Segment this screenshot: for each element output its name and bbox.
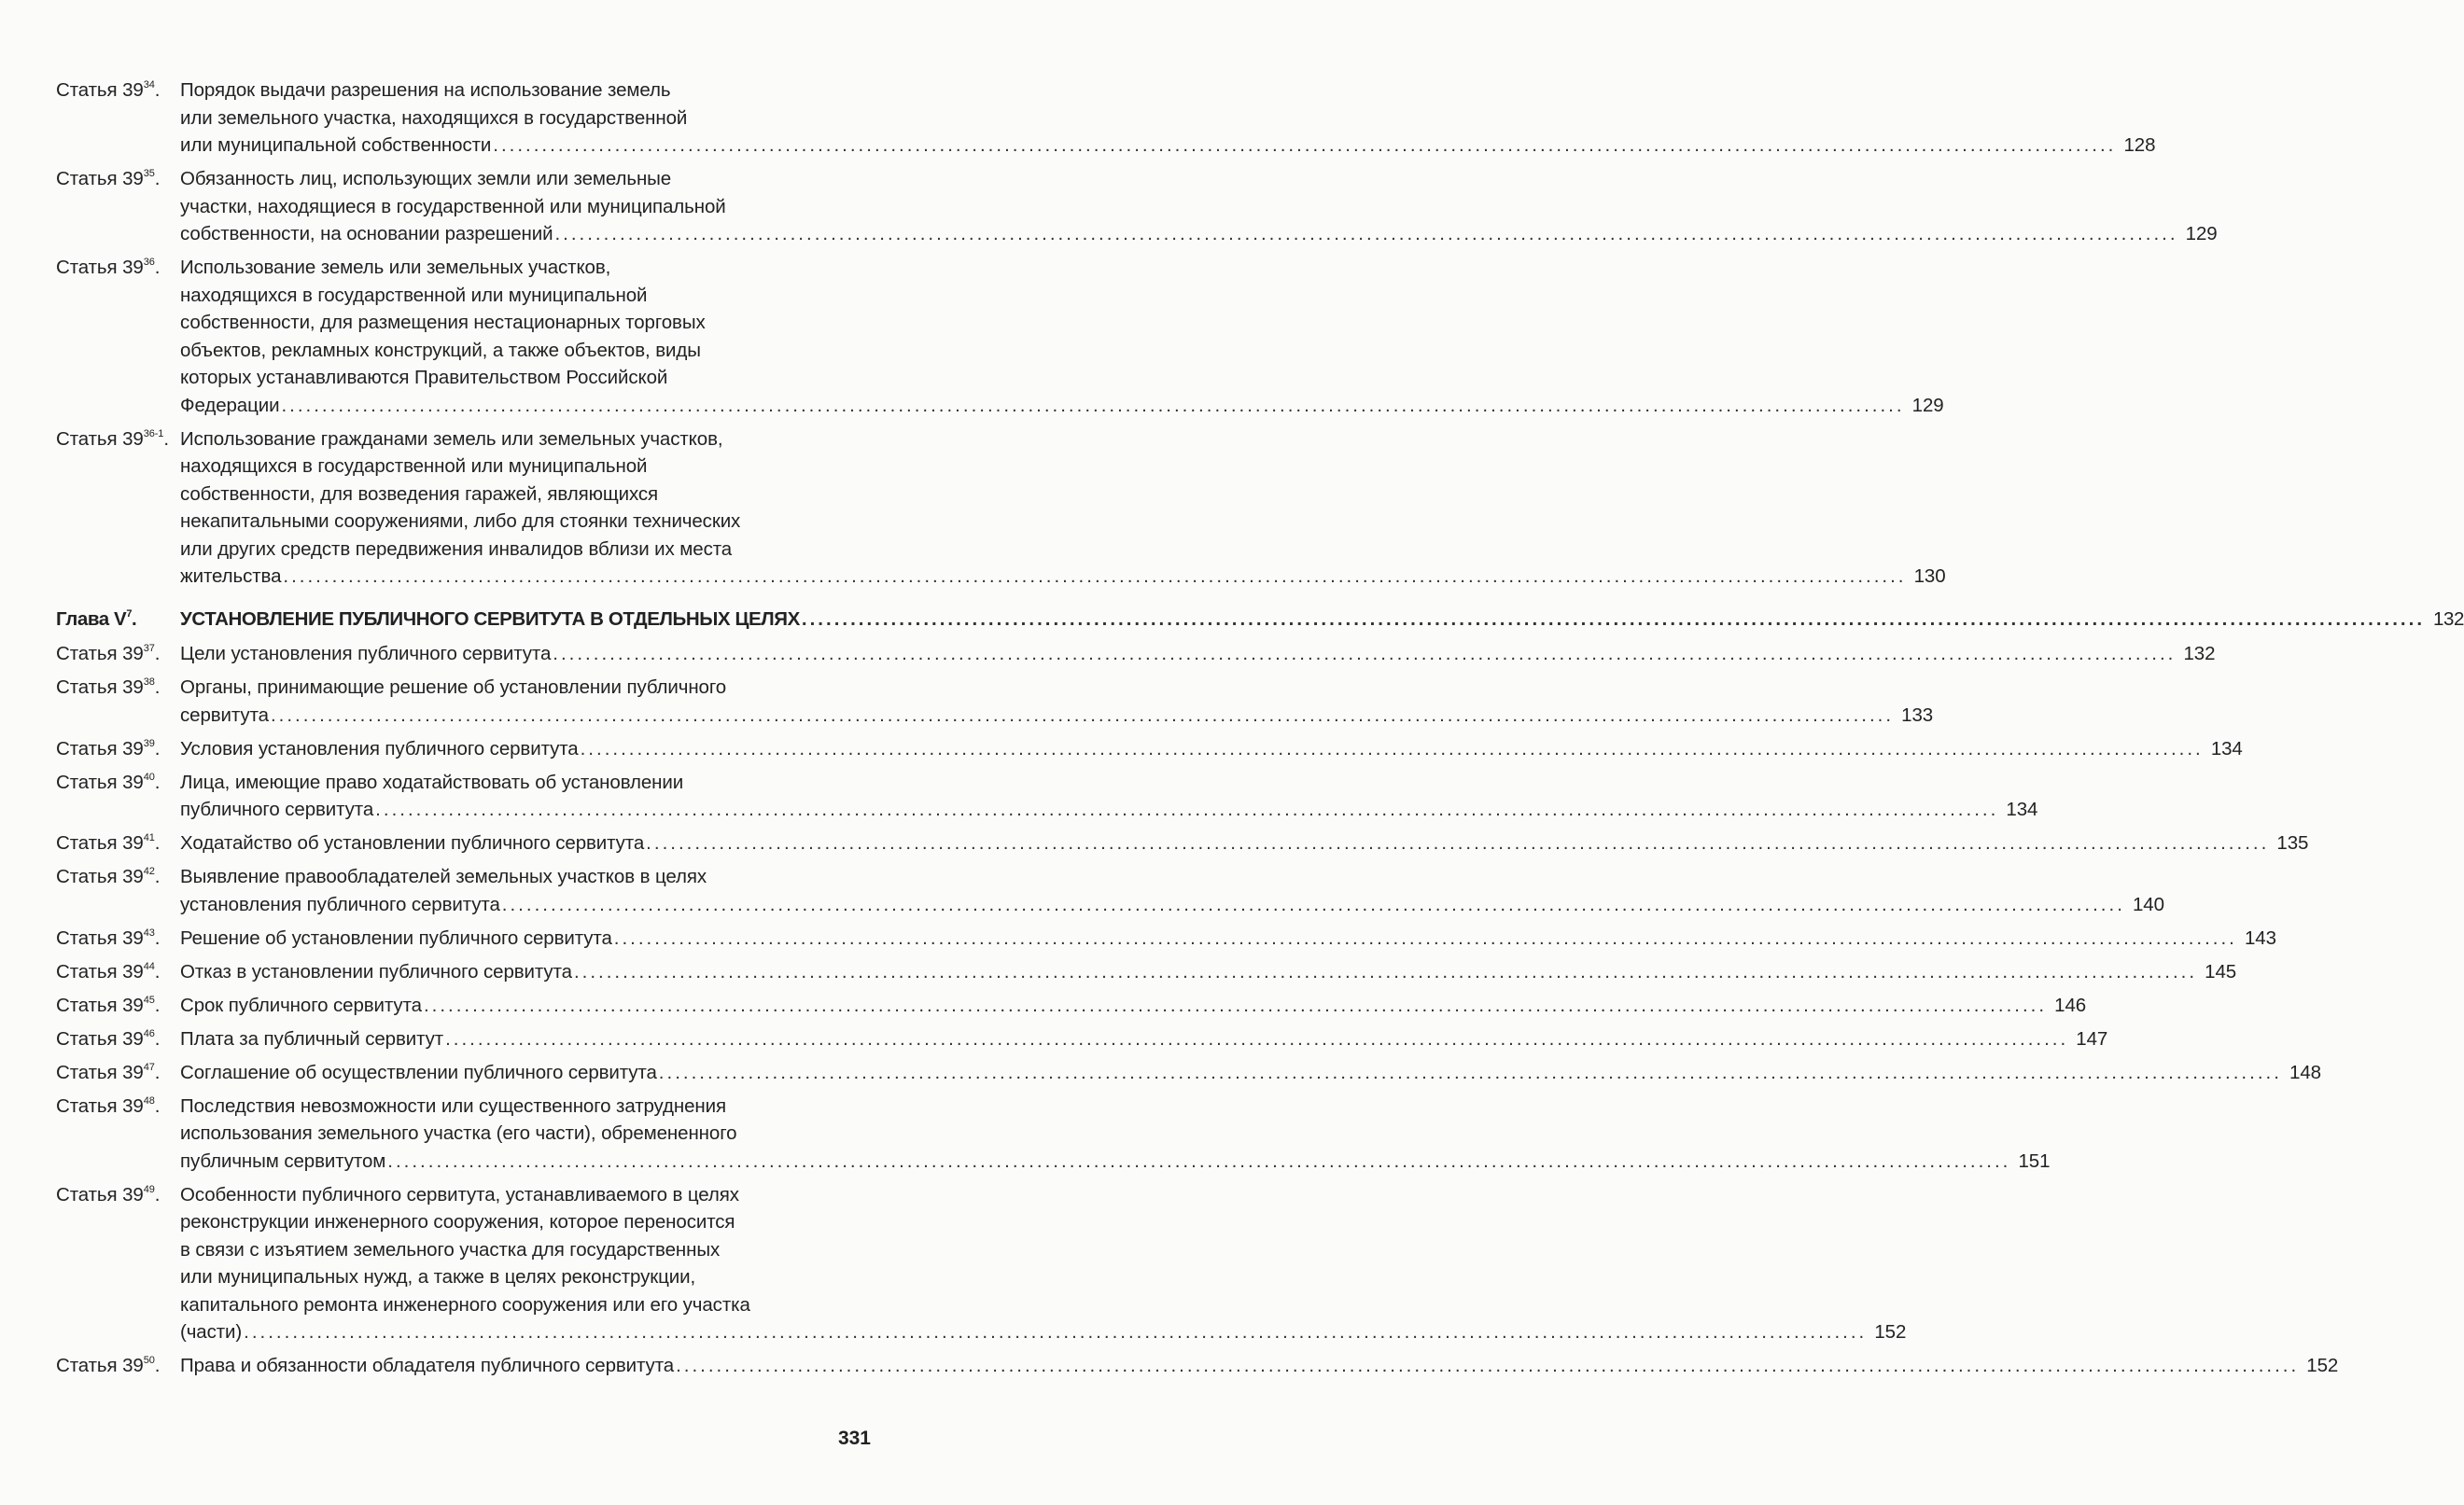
entry-title-line: некапитальными сооружениями, либо для стоянки технических: [180, 510, 741, 532]
dot-leader: ........................................................................................................................................................................................................: [423, 994, 2048, 1016]
entry-prefix: Статья 39: [56, 79, 144, 101]
entry-prefix: Статья 39: [56, 771, 144, 793]
entry-title-last-line: сервитута: [180, 704, 269, 726]
entry-title-line: или земельного участка, находящихся в государственной: [180, 106, 688, 129]
entry-title-line: Обязанность лиц, использующих земли или земельные: [180, 168, 672, 189]
entry-page-number: 152: [1874, 1321, 1907, 1343]
dot-leader: ........................................................................................................................................................................................................: [281, 394, 1905, 416]
entry-page-number: 132: [2183, 643, 2216, 664]
entry-page-number: 132: [2433, 607, 2464, 630]
entry-page-number: 133: [1901, 704, 1934, 726]
entry-title-line: собственности, для размещения нестационарных торговых: [180, 312, 706, 333]
entry-title-line: которых устанавливаются Правительством Российской: [180, 367, 668, 388]
entry-title-line: реконструкции инженерного сооружения, которое переносится: [180, 1211, 735, 1233]
entry-prefix: Статья 39: [56, 737, 144, 759]
dot-leader: ........................................................................................................................................................................................................: [676, 1355, 2300, 1376]
entry-title-last-line: Права и обязанности обладателя публичного сервитута: [180, 1355, 675, 1376]
entry-title: [180, 992, 2087, 1020]
entry-title-last-line: публичным сервитутом: [180, 1150, 386, 1172]
entry-title-line: использования земельного участка (его части), обремененного: [180, 1122, 737, 1144]
toc-entry: [56, 1181, 1907, 1346]
entry-superscript: 7: [126, 607, 133, 620]
dot-leader: ........................................................................................................................................................................................................: [554, 223, 2178, 244]
entry-title: [180, 674, 1934, 729]
entry-title-last-line: или муниципальной собственности: [180, 134, 492, 156]
entry-title-last-line: Условия установления публичного сервитута: [180, 737, 579, 759]
entry-title: [180, 1025, 2108, 1053]
dot-leader: ........................................................................................................................................................................................................: [573, 960, 2198, 982]
toc-entry: [56, 829, 2309, 857]
entry-superscript: 49: [143, 1183, 155, 1195]
entry-label: Статья $39^{46}$.: [56, 1027, 161, 1050]
page-number: 331: [837, 1428, 871, 1449]
entry-prefix: Статья 39: [56, 1027, 144, 1050]
entry-title: [180, 606, 2464, 634]
entry-superscript: 38: [143, 676, 155, 688]
entry-page-number: 152: [2306, 1355, 2339, 1376]
entry-title: [180, 735, 2243, 763]
dot-leader: ........................................................................................................................................................................................................: [270, 704, 1895, 726]
dot-leader: ........................................................................................................................................................................................................: [283, 565, 1907, 587]
entry-title-last-line: Срок публичного сервитута: [180, 994, 422, 1016]
entry-title: [180, 165, 2218, 248]
entry-prefix: Статья 39: [56, 168, 144, 189]
entry-label: Статья $39^{39}$.: [56, 737, 161, 759]
entry-label: Статья $39^{50}$.: [56, 1355, 161, 1376]
dot-leader: ........................................................................................................................................................................................................: [375, 799, 1999, 820]
toc-entry: [56, 863, 2164, 918]
entry-title: [180, 77, 2156, 160]
entry-label: Статья $39^{41}$.: [56, 832, 161, 854]
entry-title-last-line: Цели установления публичного сервитута: [180, 643, 552, 664]
entry-title-line: объектов, рекламных конструкций, а также объектов, виды: [180, 339, 701, 361]
entry-prefix: Статья 39: [56, 257, 144, 278]
toc-entry: [56, 77, 2156, 160]
entry-title-last-line: Соглашение об осуществлении публичного сервитута: [180, 1061, 657, 1083]
entry-title: [180, 925, 2276, 953]
dot-leader: ........................................................................................................................................................................................................: [493, 134, 2117, 156]
entry-label: Статья $39^{42}$.: [56, 866, 161, 887]
entry-title-line: Последствия невозможности или существенного затруднения: [180, 1094, 726, 1117]
entry-superscript: 40: [143, 771, 155, 783]
entry-page-number: 129: [2185, 223, 2218, 244]
entry-superscript: 47: [143, 1061, 155, 1073]
entry-title-last-line: установления публичного сервитута: [180, 893, 500, 915]
entry-prefix: Статья 39: [56, 994, 144, 1016]
entry-title-last-line: (части): [180, 1321, 243, 1343]
entry-title-last-line: УСТАНОВЛЕНИЕ ПУБЛИЧНОГО СЕРВИТУТА В ОТДЕЛЬНЫХ ЦЕЛЯХ: [180, 607, 800, 630]
entry-label: Глава $V^7$.: [56, 607, 137, 630]
entry-superscript: 44: [143, 960, 155, 972]
entry-superscript: 36: [143, 257, 155, 268]
toc-entry: [56, 165, 2218, 248]
entry-superscript: 37: [143, 643, 155, 654]
dot-leader: ........................................................................................................................................................................................................: [387, 1150, 2011, 1172]
entry-prefix: Статья 39: [56, 832, 144, 854]
entry-title: [180, 829, 2309, 857]
entry-page-number: 151: [2018, 1150, 2051, 1172]
entry-label: Статья $39^{48}$.: [56, 1094, 161, 1117]
toc-entry: [56, 958, 2237, 986]
entry-title-last-line: собственности, на основании разрешений: [180, 223, 553, 244]
entry-prefix: Статья 39: [56, 1061, 144, 1083]
entry-label: Статья $39^{43}$.: [56, 927, 161, 949]
entry-page-number: 145: [2205, 960, 2237, 982]
entry-label: Статья $39^{47}$.: [56, 1061, 161, 1083]
entry-page-number: 147: [2076, 1027, 2108, 1050]
entry-page-number: 128: [2123, 134, 2156, 156]
entry-title-line: находящихся в государственной или муниципальной: [180, 455, 648, 477]
entry-title-line: Выявление правообладателей земельных участков в целях: [180, 866, 707, 887]
entry-prefix: Статья 39: [56, 1094, 144, 1117]
toc-entry: [56, 425, 1946, 591]
entry-label: Статья $39^{34}$.: [56, 79, 161, 101]
entry-title-last-line: Плата за публичный сервитут: [180, 1027, 444, 1050]
entry-title-line: или муниципальных нужд, а также в целях реконструкции,: [180, 1266, 696, 1288]
entry-prefix: Глава V: [56, 607, 127, 630]
entry-title-line: находящихся в государственной или муниципальной: [180, 284, 648, 306]
entry-page-number: 135: [2276, 832, 2309, 854]
dot-leader: ........................................................................................................................................................................................................: [613, 927, 2237, 949]
toc-entry: [56, 769, 2038, 824]
dot-leader: ........................................................................................................................................................................................................: [580, 737, 2204, 759]
entry-title: [180, 1352, 2339, 1380]
entry-title-last-line: жительства: [180, 565, 282, 587]
entry-title-line: Порядок выдачи разрешения на использование земель: [180, 79, 671, 101]
entry-page-number: 143: [2244, 927, 2276, 949]
entry-superscript: 42: [143, 866, 155, 877]
entry-superscript: 45: [143, 994, 155, 1006]
entry-title: [180, 1181, 1907, 1346]
entry-title: [180, 1059, 2321, 1087]
entry-label: Статья 39$^{36-1}$.: [56, 427, 169, 450]
entry-title: [180, 863, 2164, 918]
entry-superscript: 46: [143, 1027, 155, 1039]
entry-label: Статья $39^{36}$.: [56, 257, 161, 278]
entry-title-line: Особенности публичного сервитута, устанавливаемого в целях: [180, 1183, 739, 1205]
entry-page-number: 140: [2133, 893, 2164, 915]
entry-page-number: 130: [1913, 565, 1946, 587]
dot-leader: ........................................................................................................................................................................................................: [658, 1061, 2282, 1083]
dot-leader: ........................................................................................................................................................................................................: [646, 832, 2270, 854]
entry-title-last-line: Ходатайство об установлении публичного сервитута: [180, 832, 645, 854]
entry-title-last-line: публичного сервитута: [180, 799, 374, 820]
dot-leader: ........................................................................................................................................................................................................: [244, 1321, 1868, 1343]
entry-prefix: Статья 39: [56, 960, 144, 982]
table-of-contents: [56, 77, 2464, 1386]
entry-superscript: 41: [143, 832, 155, 843]
entry-label: Статья $39^{38}$.: [56, 676, 161, 698]
entry-label: Статья $39^{37}$.: [56, 643, 161, 664]
entry-prefix: Статья 39: [56, 1355, 144, 1376]
entry-label: Статья $39^{45}$.: [56, 994, 161, 1016]
entry-superscript: 34: [143, 79, 155, 91]
entry-prefix: Статья 39: [56, 427, 144, 450]
entry-title-line: Органы, принимающие решение об установлении публичного: [180, 676, 727, 698]
toc-entry: [56, 992, 2087, 1020]
toc-entry: [56, 925, 2276, 953]
entry-page-number: 148: [2289, 1061, 2321, 1083]
toc-entry: [56, 674, 1934, 729]
entry-superscript: 48: [143, 1094, 155, 1107]
entry-prefix: Статья 39: [56, 927, 144, 949]
entry-prefix: Статья 39: [56, 643, 144, 664]
toc-entry: [56, 640, 2216, 668]
entry-title: [180, 254, 1944, 419]
entry-title-line: собственности, для возведения гаражей, являющихся: [180, 482, 659, 505]
entry-superscript: 36-1: [143, 427, 164, 439]
toc-entry: [56, 1352, 2339, 1380]
entry-title-last-line: Федерации: [180, 394, 280, 416]
entry-title-last-line: Решение об установлении публичного сервитута: [180, 927, 612, 949]
toc-entry: [56, 735, 2243, 763]
entry-label: Статья $39^{40}$.: [56, 771, 161, 793]
entry-title-line: капитального ремонта инженерного сооружения или его участка: [180, 1293, 750, 1316]
entry-title-line: или других средств передвижения инвалидов вблизи их места: [180, 537, 733, 560]
entry-page-number: 134: [2210, 737, 2243, 759]
toc-entry: [56, 254, 1944, 419]
entry-prefix: Статья 39: [56, 676, 144, 698]
toc-chapter: [56, 606, 2464, 634]
toc-entry: [56, 1093, 2051, 1176]
entry-title-line: Использование гражданами земель или земельных участков,: [180, 427, 723, 450]
entry-title: [180, 640, 2216, 668]
dot-leader: ........................................................................................................................................................................................................: [445, 1027, 2069, 1050]
entry-title-line: в связи с изъятием земельного участка для государственных: [180, 1238, 721, 1261]
entry-prefix: Статья 39: [56, 1183, 144, 1205]
entry-page-number: 129: [1911, 394, 1944, 416]
dot-leader: ........................................................................................................................................................................................................: [501, 893, 2125, 915]
entry-label: Статья $39^{44}$.: [56, 960, 161, 982]
entry-label: Статья $39^{35}$.: [56, 168, 161, 189]
dot-leader: ........................................................................................................................................................................................................: [553, 643, 2177, 664]
entry-title: [180, 425, 1946, 591]
entry-superscript: 43: [143, 927, 155, 939]
entry-superscript: 39: [143, 737, 155, 749]
dot-leader: ........................................................................................................................................................................................................: [801, 607, 2426, 630]
toc-entry: [56, 1025, 2108, 1053]
entry-title: [180, 958, 2237, 986]
entry-title: [180, 1093, 2051, 1176]
entry-page-number: 134: [2006, 799, 2038, 820]
entry-superscript: 50: [143, 1355, 155, 1366]
entry-title: [180, 769, 2038, 824]
toc-entry: [56, 1059, 2321, 1087]
entry-title-line: Лица, имеющие право ходатайствовать об установлении: [180, 771, 684, 793]
entry-superscript: 35: [143, 168, 155, 179]
entry-label: Статья $39^{49}$.: [56, 1183, 161, 1205]
entry-page-number: 146: [2054, 994, 2087, 1016]
entry-title-line: Использование земель или земельных участков,: [180, 257, 611, 278]
entry-title-last-line: Отказ в установлении публичного сервитута: [180, 960, 572, 982]
entry-title-line: участки, находящиеся в государственной или муниципальной: [180, 195, 726, 217]
entry-prefix: Статья 39: [56, 866, 144, 887]
